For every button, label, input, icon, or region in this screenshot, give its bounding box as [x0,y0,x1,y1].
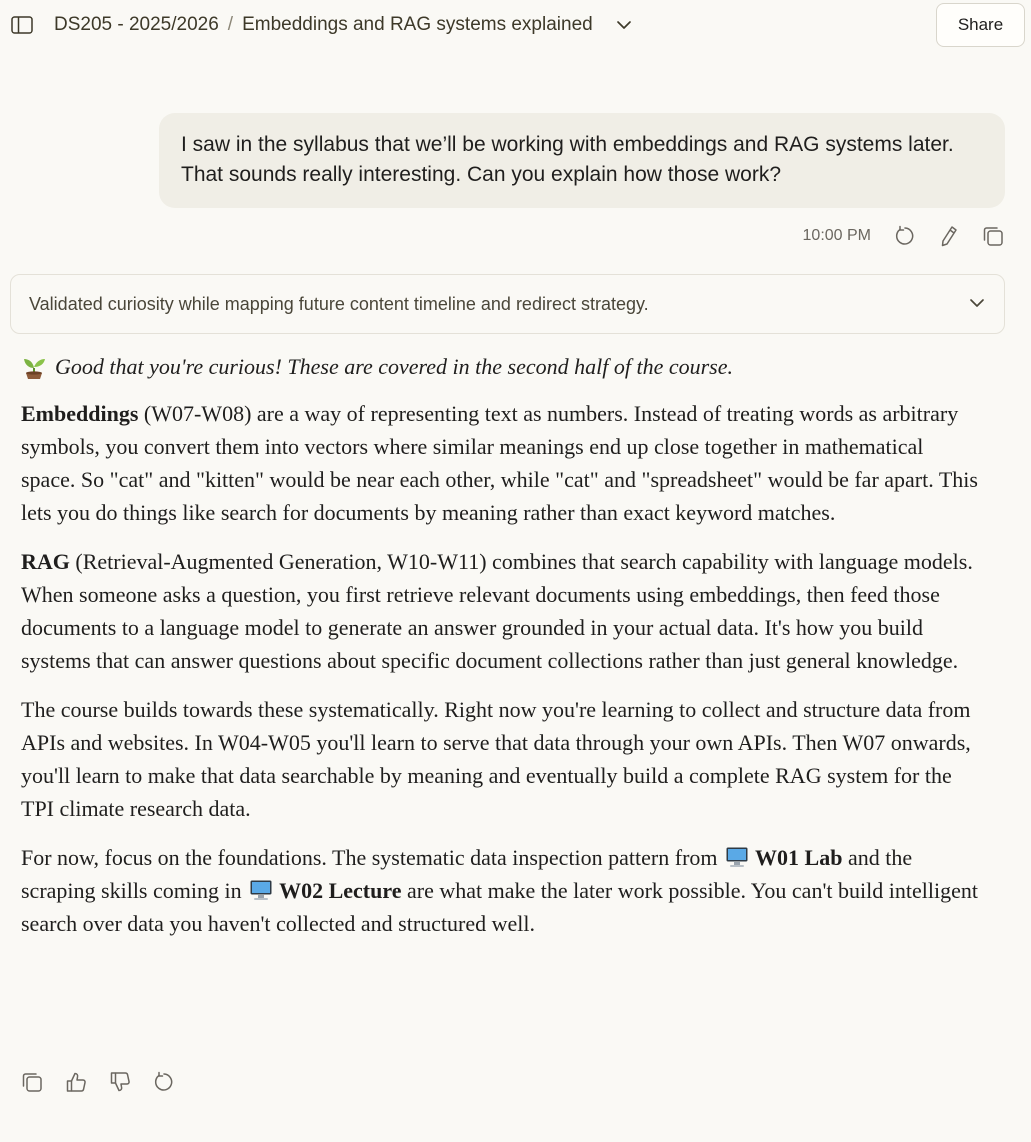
thumbs-down-icon [109,1071,131,1093]
link-w01-lab[interactable]: W01 Lab [755,845,843,870]
retry-icon [894,225,916,247]
thumbs-down-button[interactable] [108,1070,132,1094]
assistant-message [21,350,981,956]
top-bar [0,0,1031,50]
paragraph-course-plan: The course builds towards these systematically. Right now you're learning to collect and structure data from APIs and websites. In W04-W05 you'll learn to serve that data through your own APIs. Then W07 onwards, you'll learn to make that data searchable by meaning and eventually build a complete RAG system for the TPI climate research data. [21,697,971,821]
user-message [159,113,1005,208]
user-message-actions [760,221,1005,251]
seedling-emoji [21,354,47,380]
copy-icon [21,1071,43,1093]
link-w02-lecture[interactable]: W02 Lecture [279,878,402,903]
chat-title[interactable]: Embeddings and RAG systems explained [242,14,593,35]
computer-emoji [249,879,273,901]
breadcrumb-separator: / [227,14,234,35]
title-dropdown-button[interactable] [616,20,632,30]
edit-button[interactable] [937,224,961,248]
expand-thinking-button[interactable] [968,293,986,318]
answer-intro [21,350,981,383]
chevron-down-icon [616,20,632,30]
share-button[interactable]: Share [936,3,1025,47]
paragraph-foundations-text-c: are what make the later work possible. You can't build intelligent search over data you haven't collected and structured well. [21,878,978,936]
sidebar-toggle-button[interactable] [10,14,34,36]
paragraph-rag-text: (Retrieval-Augmented Generation, W10-W11) combines that search capability with language models. When someone asks a question, you first retrieve relevant documents using embeddings, then feed those documents to a language model to generate an answer grounded in your actual data. It's how you build systems that can answer questions about specific document collections rather than just general knowledge. [21,549,973,673]
chevron-down-icon [968,293,986,313]
copy-response-button[interactable] [20,1070,44,1094]
thinking-summary-text: Validated curiosity while mapping future content timeline and redirect strategy. [29,293,649,314]
paragraph-foundations-text-a: For now, focus on the foundations. The systematic data inspection pattern from [21,845,724,870]
thinking-summary-toggle[interactable] [10,274,1005,334]
assistant-message-actions [20,1069,176,1095]
breadcrumb [54,12,632,38]
pencil-icon [939,225,959,247]
retry-response-button[interactable] [152,1070,176,1094]
answer-intro-text: Good that you're curious! These are covered in the second half of the course. [55,354,734,379]
user-message-text: I saw in the syllabus that we’ll be working with embeddings and RAG systems later. That sounds really interesting. Can you explain how those work? [181,133,954,186]
retry-icon [153,1071,175,1093]
project-link[interactable]: DS205 - 2025/2026 [54,14,219,35]
sidebar-toggle-icon [11,16,33,34]
paragraph-foundations [21,841,981,940]
copy-message-button[interactable] [981,224,1005,248]
term-rag: RAG [21,549,70,574]
thumbs-up-button[interactable] [64,1070,88,1094]
paragraph-foundations-text-b: and the scraping skills coming in [21,845,913,903]
computer-emoji [725,846,749,868]
term-embeddings: Embeddings [21,401,139,426]
retry-button[interactable] [893,224,917,248]
paragraph-embeddings-text: (W07-W08) are a way of representing text as numbers. Instead of treating words as arbitrary symbols, you convert them into vectors where similar meanings end up close together in mathematical space. So "cat" and "kitten" would be near each other, while "cat" and "spreadsheet" would be far apart. This lets you do things like search for documents by meaning rather than exact keyword matches. [21,401,978,525]
copy-icon [982,225,1004,247]
paragraph-embeddings [21,397,981,529]
message-timestamp: 10:00 PM [802,227,871,244]
paragraph-rag [21,545,981,677]
thumbs-up-icon [65,1071,87,1093]
